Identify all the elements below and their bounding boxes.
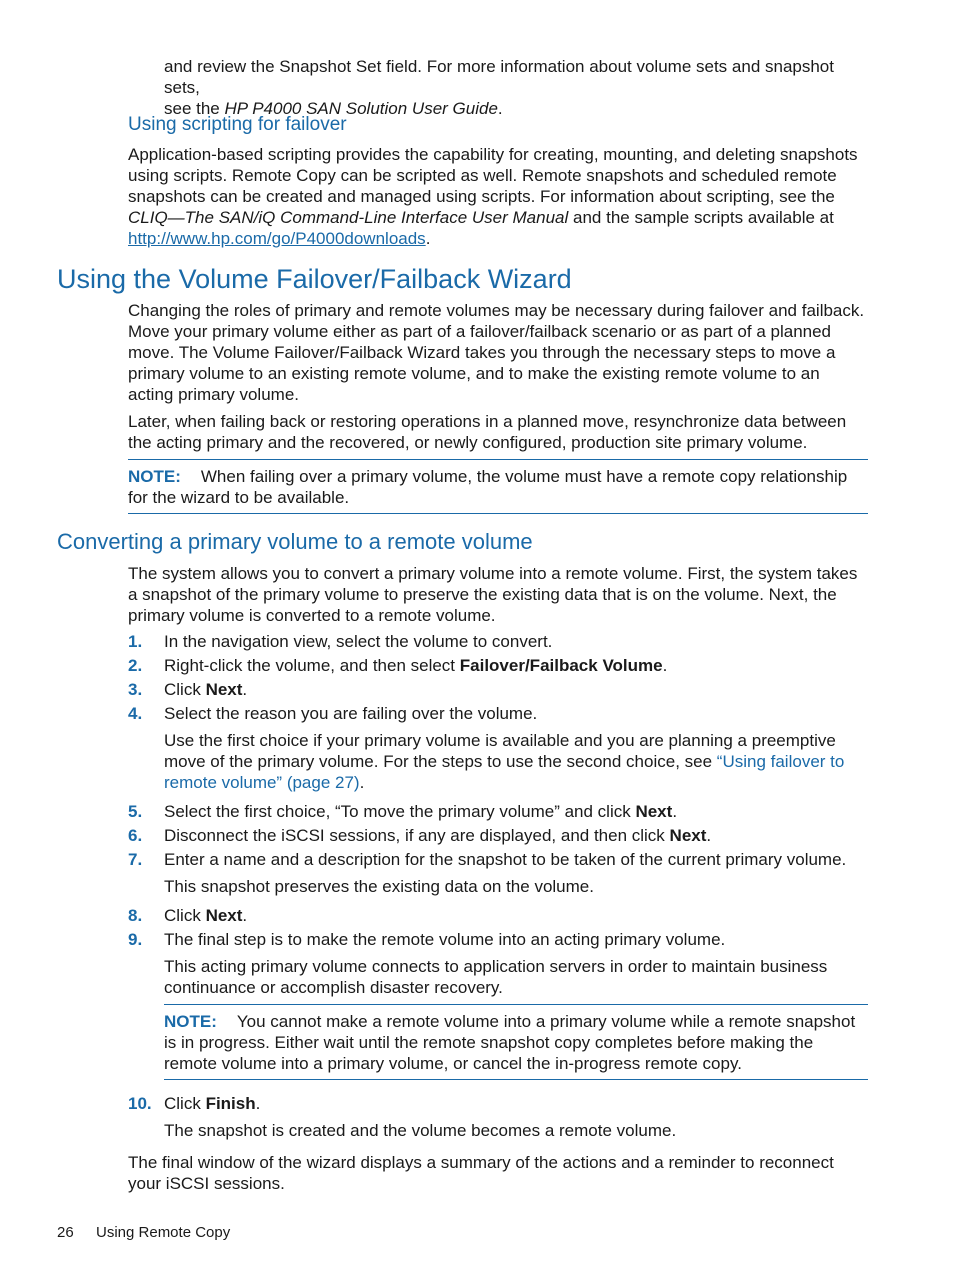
closing-paragraph: The final window of the wizard displays a summary of the actions and a reminder to reconnect your iSCSI sessions.: [128, 1153, 834, 1193]
scripting-heading: Using scripting for failover: [128, 114, 347, 135]
ui-label-failover-failback-volume: Failover/Failback Volume: [459, 656, 663, 675]
ui-label-next: Next: [205, 906, 243, 925]
scripting-paragraph: Application-based scripting provides the capability for creating, mounting, and deleting snapshots using scripts. Remote Copy can be scripted as well. Remote snapshots and scheduled remote snapshots can be created and managed using scripts. For information about scripting, see the CLIQ—The SAN/iQ Command-Line Interface User Manual and the sample scripts available at http://www.hp.com/go/P4000downloads.: [128, 145, 858, 248]
guide-title: HP P4000 SAN Solution User Guide: [224, 99, 498, 118]
page-number: 26: [57, 1224, 74, 1241]
convert-intro: The system allows you to convert a primary volume into a remote volume. First, the system takes a snapshot of the primary volume to preserve the existing data that is on the volume. Next, the primary volume is converted to a remote volume.: [128, 564, 858, 625]
wizard-heading: Using the Volume Failover/Failback Wizard: [57, 264, 572, 294]
wizard-paragraph-1: Changing the roles of primary and remote volumes may be necessary during failover and failback. Move your primary volume either as part of a failover/failback scenario or as part of a planned move. The Volume Failover/Failback Wizard takes you through the necessary steps to move a primary volume to an existing remote volume, and to make the existing remote volume to an acting primary volume.: [128, 301, 865, 404]
footer-section-title: Using Remote Copy: [96, 1224, 231, 1241]
step-number: 5.: [128, 802, 143, 821]
step-number: 2.: [128, 656, 143, 675]
cliq-manual-title: CLIQ—The SAN/iQ Command-Line Interface User Manual: [128, 208, 569, 227]
step-7-detail: This snapshot preserves the existing data on the volume.: [164, 877, 594, 896]
intro-line-1: and review the Snapshot Set field. For more information about volume sets and snapshot sets,: [164, 57, 834, 97]
ui-label-finish: Finish: [205, 1094, 256, 1113]
step-number: 10.: [128, 1094, 152, 1113]
downloads-link[interactable]: http://www.hp.com/go/P4000downloads: [128, 229, 426, 248]
step-number: 4.: [128, 704, 143, 723]
step-text: Click Next.: [164, 680, 248, 699]
step-number: 7.: [128, 850, 143, 869]
page-27-xref-link[interactable]: “Using failover to remote volume” (page 27): [164, 752, 845, 792]
step-number: 9.: [128, 930, 143, 949]
step-text: Right-click the volume, and then select Failover/Failback Volume.: [164, 656, 668, 675]
note-label: NOTE:: [128, 467, 181, 486]
note-text: You cannot make a remote volume into a primary volume while a remote snapshot is in progress. Either wait until the remote snapshot copy completes before making the remote volume into a primary volume, or cancel the in-progress remote copy.: [164, 1012, 856, 1073]
step-text: Select the first choice, “To move the primary volume” and click Next.: [164, 802, 678, 821]
step-text: Click Next.: [164, 906, 248, 925]
step-10-detail: The snapshot is created and the volume becomes a remote volume.: [164, 1121, 677, 1140]
convert-heading: Converting a primary volume to a remote volume: [57, 529, 533, 554]
step-number: 6.: [128, 826, 143, 845]
step-text: In the navigation view, select the volume to convert.: [164, 632, 553, 651]
step-number: 8.: [128, 906, 143, 925]
step-9-note: [164, 1004, 868, 1080]
step-4-detail: Use the first choice if your primary volume is available and you are planning a preemptive move of the primary volume. For the steps to use the second choice, see “Using failover to remote volume” (page 27).: [164, 731, 845, 792]
wizard-note: [128, 459, 868, 514]
step-text: Disconnect the iSCSI sessions, if any are displayed, and then click Next.: [164, 826, 712, 845]
step-text: Select the reason you are failing over the volume.: [164, 704, 538, 723]
step-text: Enter a name and a description for the snapshot to be taken of the current primary volume.: [164, 850, 847, 869]
step-text: Click Finish.: [164, 1094, 261, 1113]
step-text: The final step is to make the remote volume into an acting primary volume.: [164, 930, 726, 949]
wizard-paragraph-2: Later, when failing back or restoring operations in a planned move, resynchronize data between the acting primary and the recovered, or newly configured, production site primary volume.: [128, 412, 847, 452]
ui-label-next: Next: [669, 826, 707, 845]
ui-label-next: Next: [635, 802, 673, 821]
intro-paragraph: [164, 56, 868, 119]
note-label: NOTE:: [164, 1012, 217, 1031]
intro-line-2: see the HP P4000 SAN Solution User Guide.: [164, 99, 503, 118]
step-9-detail: This acting primary volume connects to application servers in order to maintain business continuance or accomplish disaster recovery.: [164, 957, 828, 997]
note-text: When failing over a primary volume, the volume must have a remote copy relationship for the wizard to be available.: [128, 467, 848, 507]
ui-label-next: Next: [205, 680, 243, 699]
step-number: 3.: [128, 680, 143, 699]
step-number: 1.: [128, 632, 143, 651]
